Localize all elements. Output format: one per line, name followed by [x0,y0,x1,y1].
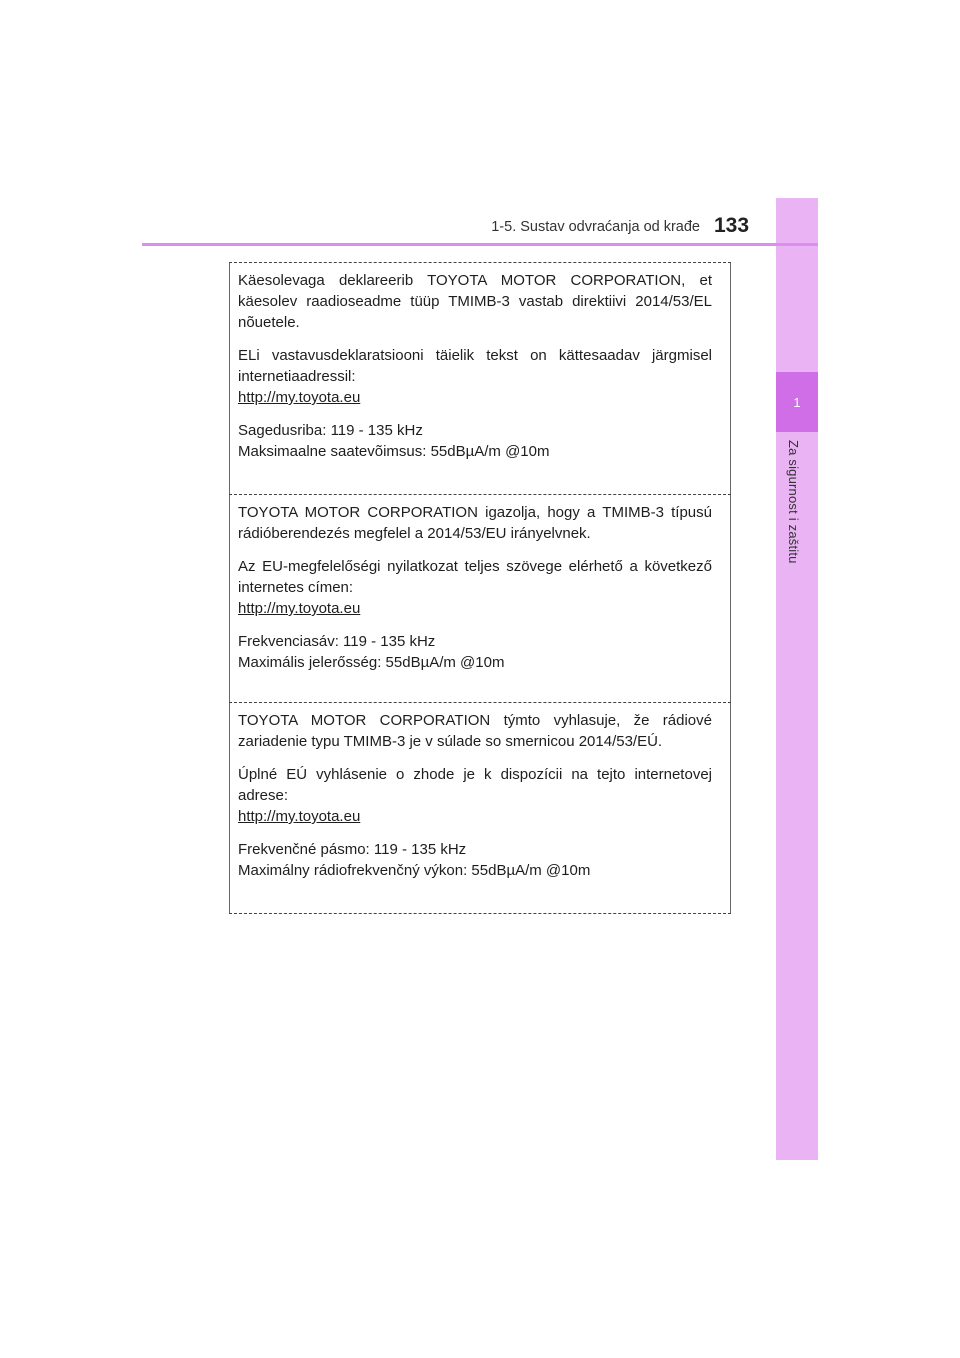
declaration-statement: TOYOTA MOTOR CORPORATION týmto vyhlasuje, že rádiové zariadenie typu TMIMB-3 je v súlade so smernicou 2014/53/EÚ. [238,712,712,750]
max-power: Maximális jelerősség: 55dBµA/m @10m [238,654,505,671]
max-power: Maksimaalne saatevõimsus: 55dBµA/m @10m [238,443,550,460]
declaration-slovak [238,710,712,881]
frame-bottom-border [229,913,731,914]
declaration-estonian [238,270,712,462]
declaration-text-info: ELi vastavusdeklaratsiooni täielik tekst on kättesaadav järgmisel internetiaadressil: [238,347,712,385]
max-power: Maximálny rádiofrekvenčný výkon: 55dBµA/m @10m [238,862,591,879]
declaration-text-info: Úplné EÚ vyhlásenie o zhode je k dispozícii na tejto internetovej adrese: [238,766,712,804]
declaration-statement: Käesolevaga deklareerib TOYOTA MOTOR CORPORATION, et käesolev raadioseadme tüüp TMIMB-3 vastab direktiivi 2014/53/EL nõuetele. [238,272,712,331]
section-divider [229,494,731,495]
declaration-hungarian [238,502,712,673]
header-divider [142,243,818,246]
declaration-statement: TOYOTA MOTOR CORPORATION igazolja, hogy a TMIMB-3 típusú rádióberendezés megfelel a 2014/53/EU irányelvnek. [238,504,712,542]
declaration-link[interactable]: http://my.toyota.eu [238,808,361,825]
section-title: 1-5. Sustav odvraćanja od krađe [491,219,700,235]
declaration-link[interactable]: http://my.toyota.eu [238,600,361,617]
declaration-link[interactable]: http://my.toyota.eu [238,389,361,406]
declaration-text-info: Az EU-megfelelőségi nyilatkozat teljes szövege elérhető a következő internetes címen: [238,558,712,596]
section-divider [229,702,731,703]
chapter-side-tab [776,198,818,1160]
chapter-number-badge: 1 [776,372,818,432]
frequency-band: Frekvenciasáv: 119 - 135 kHz [238,633,436,650]
frequency-band: Frekvenčné pásmo: 119 - 135 kHz [238,841,467,858]
frequency-band: Sagedusriba: 119 - 135 kHz [238,422,423,439]
chapter-title: Za sigurnost i zaštitu [786,440,801,564]
frame-top-border [229,262,731,263]
page-number: 133 [714,214,750,237]
